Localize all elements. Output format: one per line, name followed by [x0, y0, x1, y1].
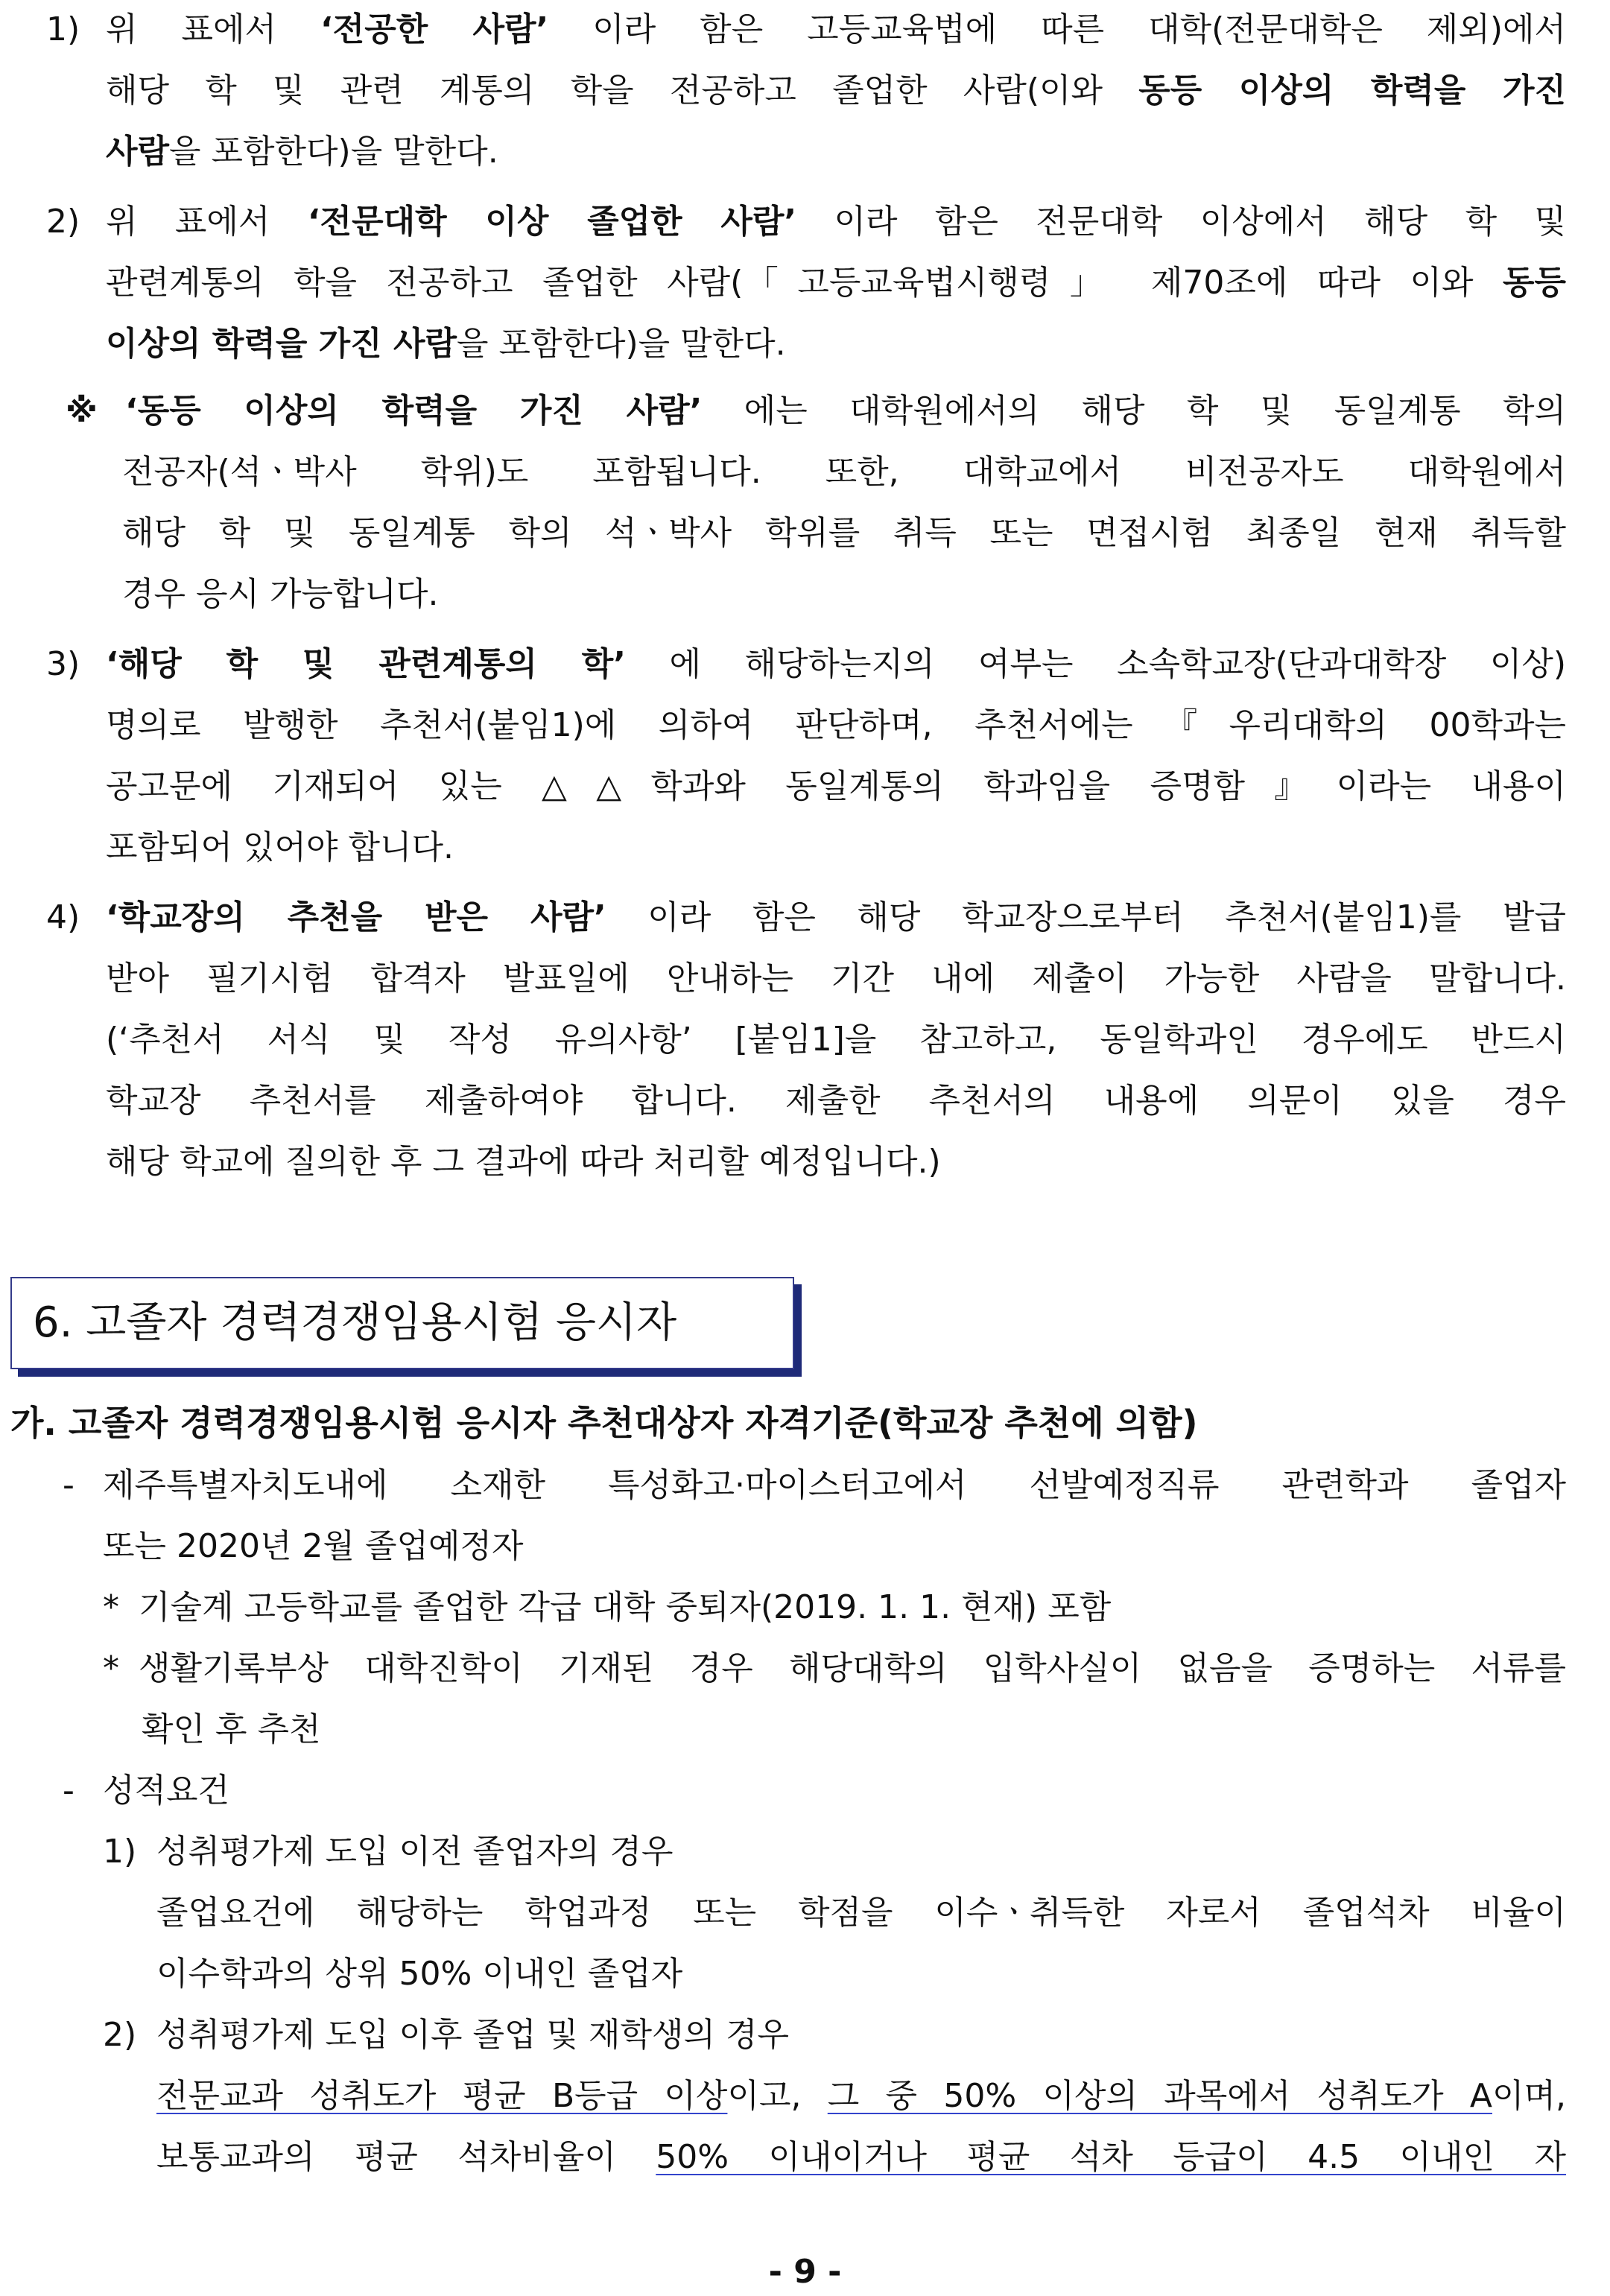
sub-note-1: 기술계 고등학교를 졸업한 각급 대학 중퇴자(2019. 1. 1. 현재) 포함 [139, 1588, 1112, 1626]
note-line-3: 해당 학 및 동일계통 학의 석ㆍ박사 학위를 취득 또는 면접시험 최종일 현재 취득할 [122, 514, 1566, 552]
note-line-4: 경우 응시 가능합니다. [122, 575, 439, 613]
item-4-line-1 [106, 895, 1566, 940]
emphasis-text: 동등 [1502, 264, 1566, 302]
item-4-line-2: 받아 필기시험 합격자 발표일에 안내하는 기간 내에 제출이 가능한 사람을 말합니다. [106, 960, 1566, 998]
note-marker: ※ [66, 392, 98, 430]
item-2-line-1 [106, 200, 1566, 244]
text: 해당 학 및 관련 계통의 학을 전공하고 졸업한 사람(이와 [106, 72, 1139, 110]
underlined-text: 그 중 50% 이상의 과목에서 성취도가 A [827, 2077, 1492, 2115]
text: 을 포함한다)을 말한다. [169, 133, 498, 171]
item-1-marker: 1) [46, 10, 80, 48]
item-4-marker: 4) [46, 898, 80, 936]
text: 이라 함은 해당 학교장으로부터 추천서(붙임1)를 발급 [606, 898, 1567, 936]
emphasis-text: 동등 이상의 학력을 가진 [1138, 72, 1566, 110]
bullet-2-text: 성적요건 [103, 1772, 230, 1810]
sub-note-2-line-1: 생활기록부상 대학진학이 기재된 경우 해당대학의 입학사실이 없음을 증명하는 서류를 [139, 1649, 1566, 1687]
emphasis-text: ‘해당 학 및 관련계통의 학’ [106, 645, 626, 683]
star-marker: * [103, 1588, 119, 1626]
sub-note-2-line-2: 확인 후 추천 [142, 1710, 321, 1748]
criteria-1-line-2: 이수학과의 상위 50% 이내인 졸업자 [156, 1955, 683, 1993]
item-2-line-3 [106, 322, 786, 367]
criteria-1-marker: 1) [103, 1833, 137, 1871]
text: 에 해당하는지의 여부는 소속학교장(단과대학장 이상) [625, 645, 1566, 683]
emphasis-text: 사람 [106, 133, 170, 171]
criteria-2-marker: 2) [103, 2016, 137, 2054]
note-line-2: 전공자(석ㆍ박사 학위)도 포함됩니다. 또한, 대학교에서 비전공자도 대학원에서 [122, 453, 1566, 491]
dash-marker: - [63, 1466, 75, 1504]
criteria-2-line-1 [156, 2074, 1566, 2119]
item-3-marker: 3) [46, 645, 80, 683]
section-title: 6. 고졸자 경력경쟁임용시험 응시자 [33, 1298, 677, 1347]
item-1-line-1 [106, 7, 1566, 52]
text: 이라 함은 전문대학 이상에서 해당 학 및 [796, 203, 1566, 241]
text: 위 표에서 [106, 10, 320, 48]
text: 을 포함한다)을 말한다. [457, 325, 786, 363]
item-1-line-3 [106, 130, 498, 174]
emphasis-text: ‘학교장의 추천을 받은 사람’ [106, 898, 606, 936]
section-heading: 가. 고졸자 경력경쟁임용시험 응시자 추천대상자 자격기준(학교장 추천에 의함) [10, 1403, 1198, 1443]
bullet-1-line-2: 또는 2020년 2월 졸업예정자 [103, 1527, 524, 1565]
criteria-1-title: 성취평가제 도입 이전 졸업자의 경우 [156, 1833, 674, 1871]
note-line-1 [125, 389, 1566, 434]
underlined-text: 50% 이내이거나 평균 석차 등급이 4.5 이내인 자 [656, 2138, 1566, 2176]
page-number: - 9 - [768, 2253, 842, 2291]
item-3-line-1 [106, 642, 1566, 687]
item-4-line-5: 해당 학교에 질의한 후 그 결과에 따라 처리할 예정입니다.) [106, 1143, 941, 1181]
bullet-1-line-1: 제주특별자치도내에 소재한 특성화고·마이스터고에서 선발예정직류 관련학과 졸업자 [103, 1466, 1566, 1504]
text: 관련계통의 학을 전공하고 졸업한 사람(「고등교육법시행령」 제70조에 따라 이와 [106, 264, 1503, 302]
text: 위 표에서 [106, 203, 308, 241]
text: 이라 함은 고등교육법에 따른 대학(전문대학은 제외)에서 [548, 10, 1566, 48]
criteria-2-line-2 [156, 2135, 1566, 2180]
dash-marker: - [63, 1772, 75, 1810]
item-3-line-2: 명의로 발행한 추천서(붙임1)에 의하여 판단하며, 추천서에는『우리대학의 00학과는 [106, 706, 1566, 744]
item-2-marker: 2) [46, 203, 80, 241]
text: 에는 대학원에서의 해당 학 및 동일계통 학의 [702, 392, 1567, 430]
criteria-1-line-1: 졸업요건에 해당하는 학업과정 또는 학점을 이수ㆍ취득한 자로서 졸업석차 비율이 [156, 1894, 1566, 1932]
star-marker: * [103, 1649, 119, 1687]
item-4-line-4: 학교장 추천서를 제출하여야 합니다. 제출한 추천서의 내용에 의문이 있을 경우 [106, 1082, 1566, 1120]
item-3-line-4: 포함되어 있어야 합니다. [106, 828, 454, 866]
item-1-line-2 [106, 69, 1566, 113]
text: 이며, [1492, 2077, 1566, 2115]
item-4-line-3: (‘추천서 서식 및 작성 유의사항’ [붙임1]을 참고하고, 동일학과인 경우에도 반드시 [106, 1021, 1566, 1059]
criteria-2-title: 성취평가제 도입 이후 졸업 및 재학생의 경우 [156, 2016, 789, 2054]
item-2-line-2 [106, 261, 1566, 305]
emphasis-text: ‘전공한 사람’ [320, 10, 549, 48]
emphasis-text: 이상의 학력을 가진 사람 [106, 325, 457, 363]
item-3-line-3: 공고문에 기재되어 있는 △△학과와 동일계통의 학과임을 증명함』이라는 내용이 [106, 767, 1566, 805]
text: 보통교과의 평균 석차비율이 [156, 2138, 656, 2176]
text: 이고, [727, 2077, 828, 2115]
emphasis-text: ‘동등 이상의 학력을 가진 사람’ [125, 392, 703, 430]
underlined-text: 전문교과 성취도가 평균 B등급 이상 [156, 2077, 728, 2115]
emphasis-text: ‘전문대학 이상 졸업한 사람’ [307, 203, 797, 241]
